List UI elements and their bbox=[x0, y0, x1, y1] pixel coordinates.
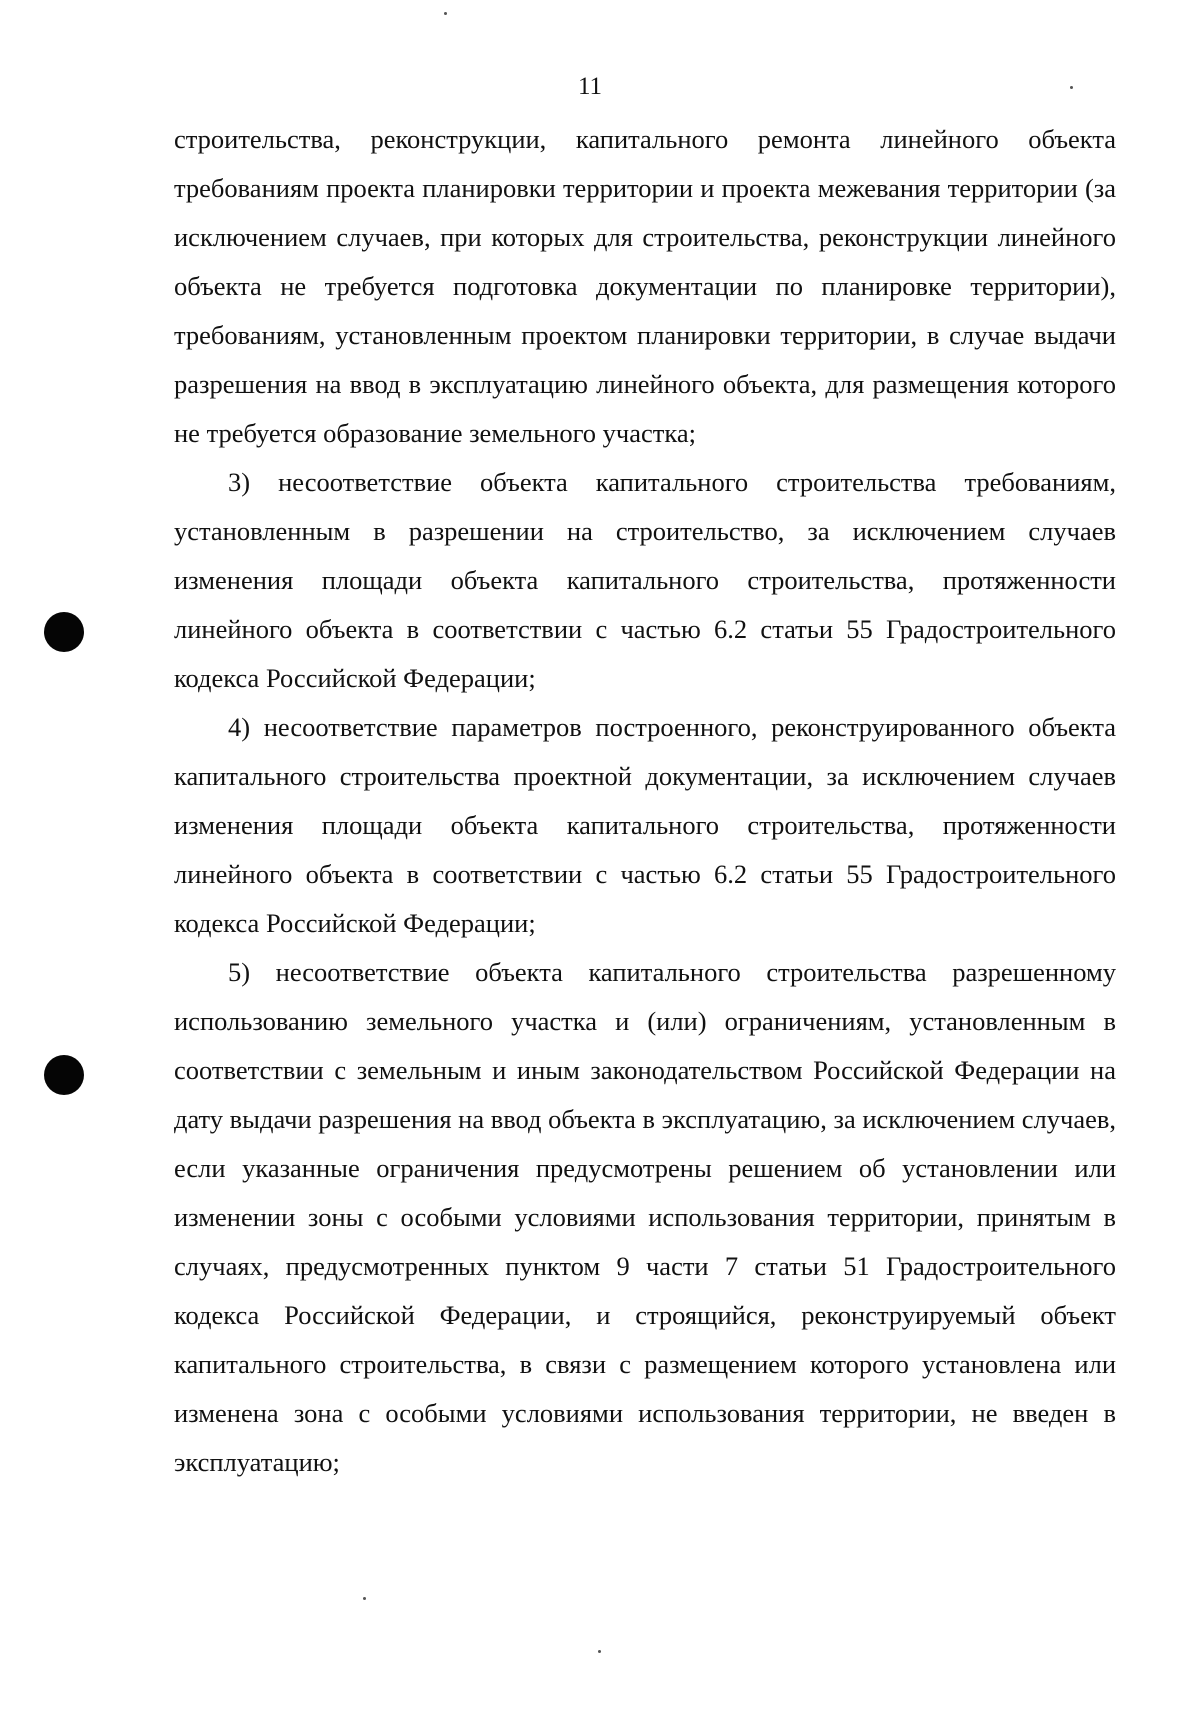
scan-speck bbox=[444, 12, 447, 15]
scan-speck bbox=[1070, 86, 1073, 89]
paragraph-item-3: 3) несоответствие объекта капитального строительства требованиям, установленным в разрешении на строительство, за исключением случаев изменения площади объекта капитального строительства, протяженности линейного объекта в соответствии с частью 6.2 статьи 55 Градостроительного кодекса Российской Федерации; bbox=[174, 467, 1116, 693]
punch-hole-mark bbox=[44, 612, 84, 652]
document-body bbox=[174, 115, 1116, 1487]
scan-speck bbox=[598, 1650, 601, 1653]
paragraph-item-5: 5) несоответствие объекта капитального строительства разрешенному использованию земельного участка и (или) ограничениям, установленным в соответствии с земельным и иным законодательством Российской Федерации на дату выдачи разрешения на ввод объекта в эксплуатацию, за исключением случаев, если указанные ограничения предусмотрены решением об установлении или изменении зоны с особыми условиями использования территории, принятым в случаях, предусмотренных пунктом 9 части 7 статьи 51 Градостроительного кодекса Российской Федерации, и строящийся, реконструируемый объект капитального строительства, в связи с размещением которого установлена или изменена зона с особыми условиями использования территории, не введен в эксплуатацию; bbox=[174, 957, 1116, 1477]
paragraph-item-4: 4) несоответствие параметров построенного, реконструированного объекта капитального строительства проектной документации, за исключением случаев изменения площади объекта капитального строительства, протяженности линейного объекта в соответствии с частью 6.2 статьи 55 Градостроительного кодекса Российской Федерации; bbox=[174, 712, 1116, 938]
scan-speck bbox=[363, 1597, 366, 1600]
punch-hole-mark bbox=[44, 1055, 84, 1095]
page-number: 11 bbox=[577, 73, 603, 100]
paragraph-continuation: строительства, реконструкции, капитального ремонта линейного объекта требованиям проекта планировки территории и проекта межевания территории (за исключением случаев, при которых для строительства, реконструкции линейного объекта не требуется подготовка документации по планировке территории), требованиям, установленным проектом планировки территории, в случае выдачи разрешения на ввод в эксплуатацию линейного объекта, для размещения которого не требуется образование земельного участка; bbox=[174, 124, 1116, 448]
